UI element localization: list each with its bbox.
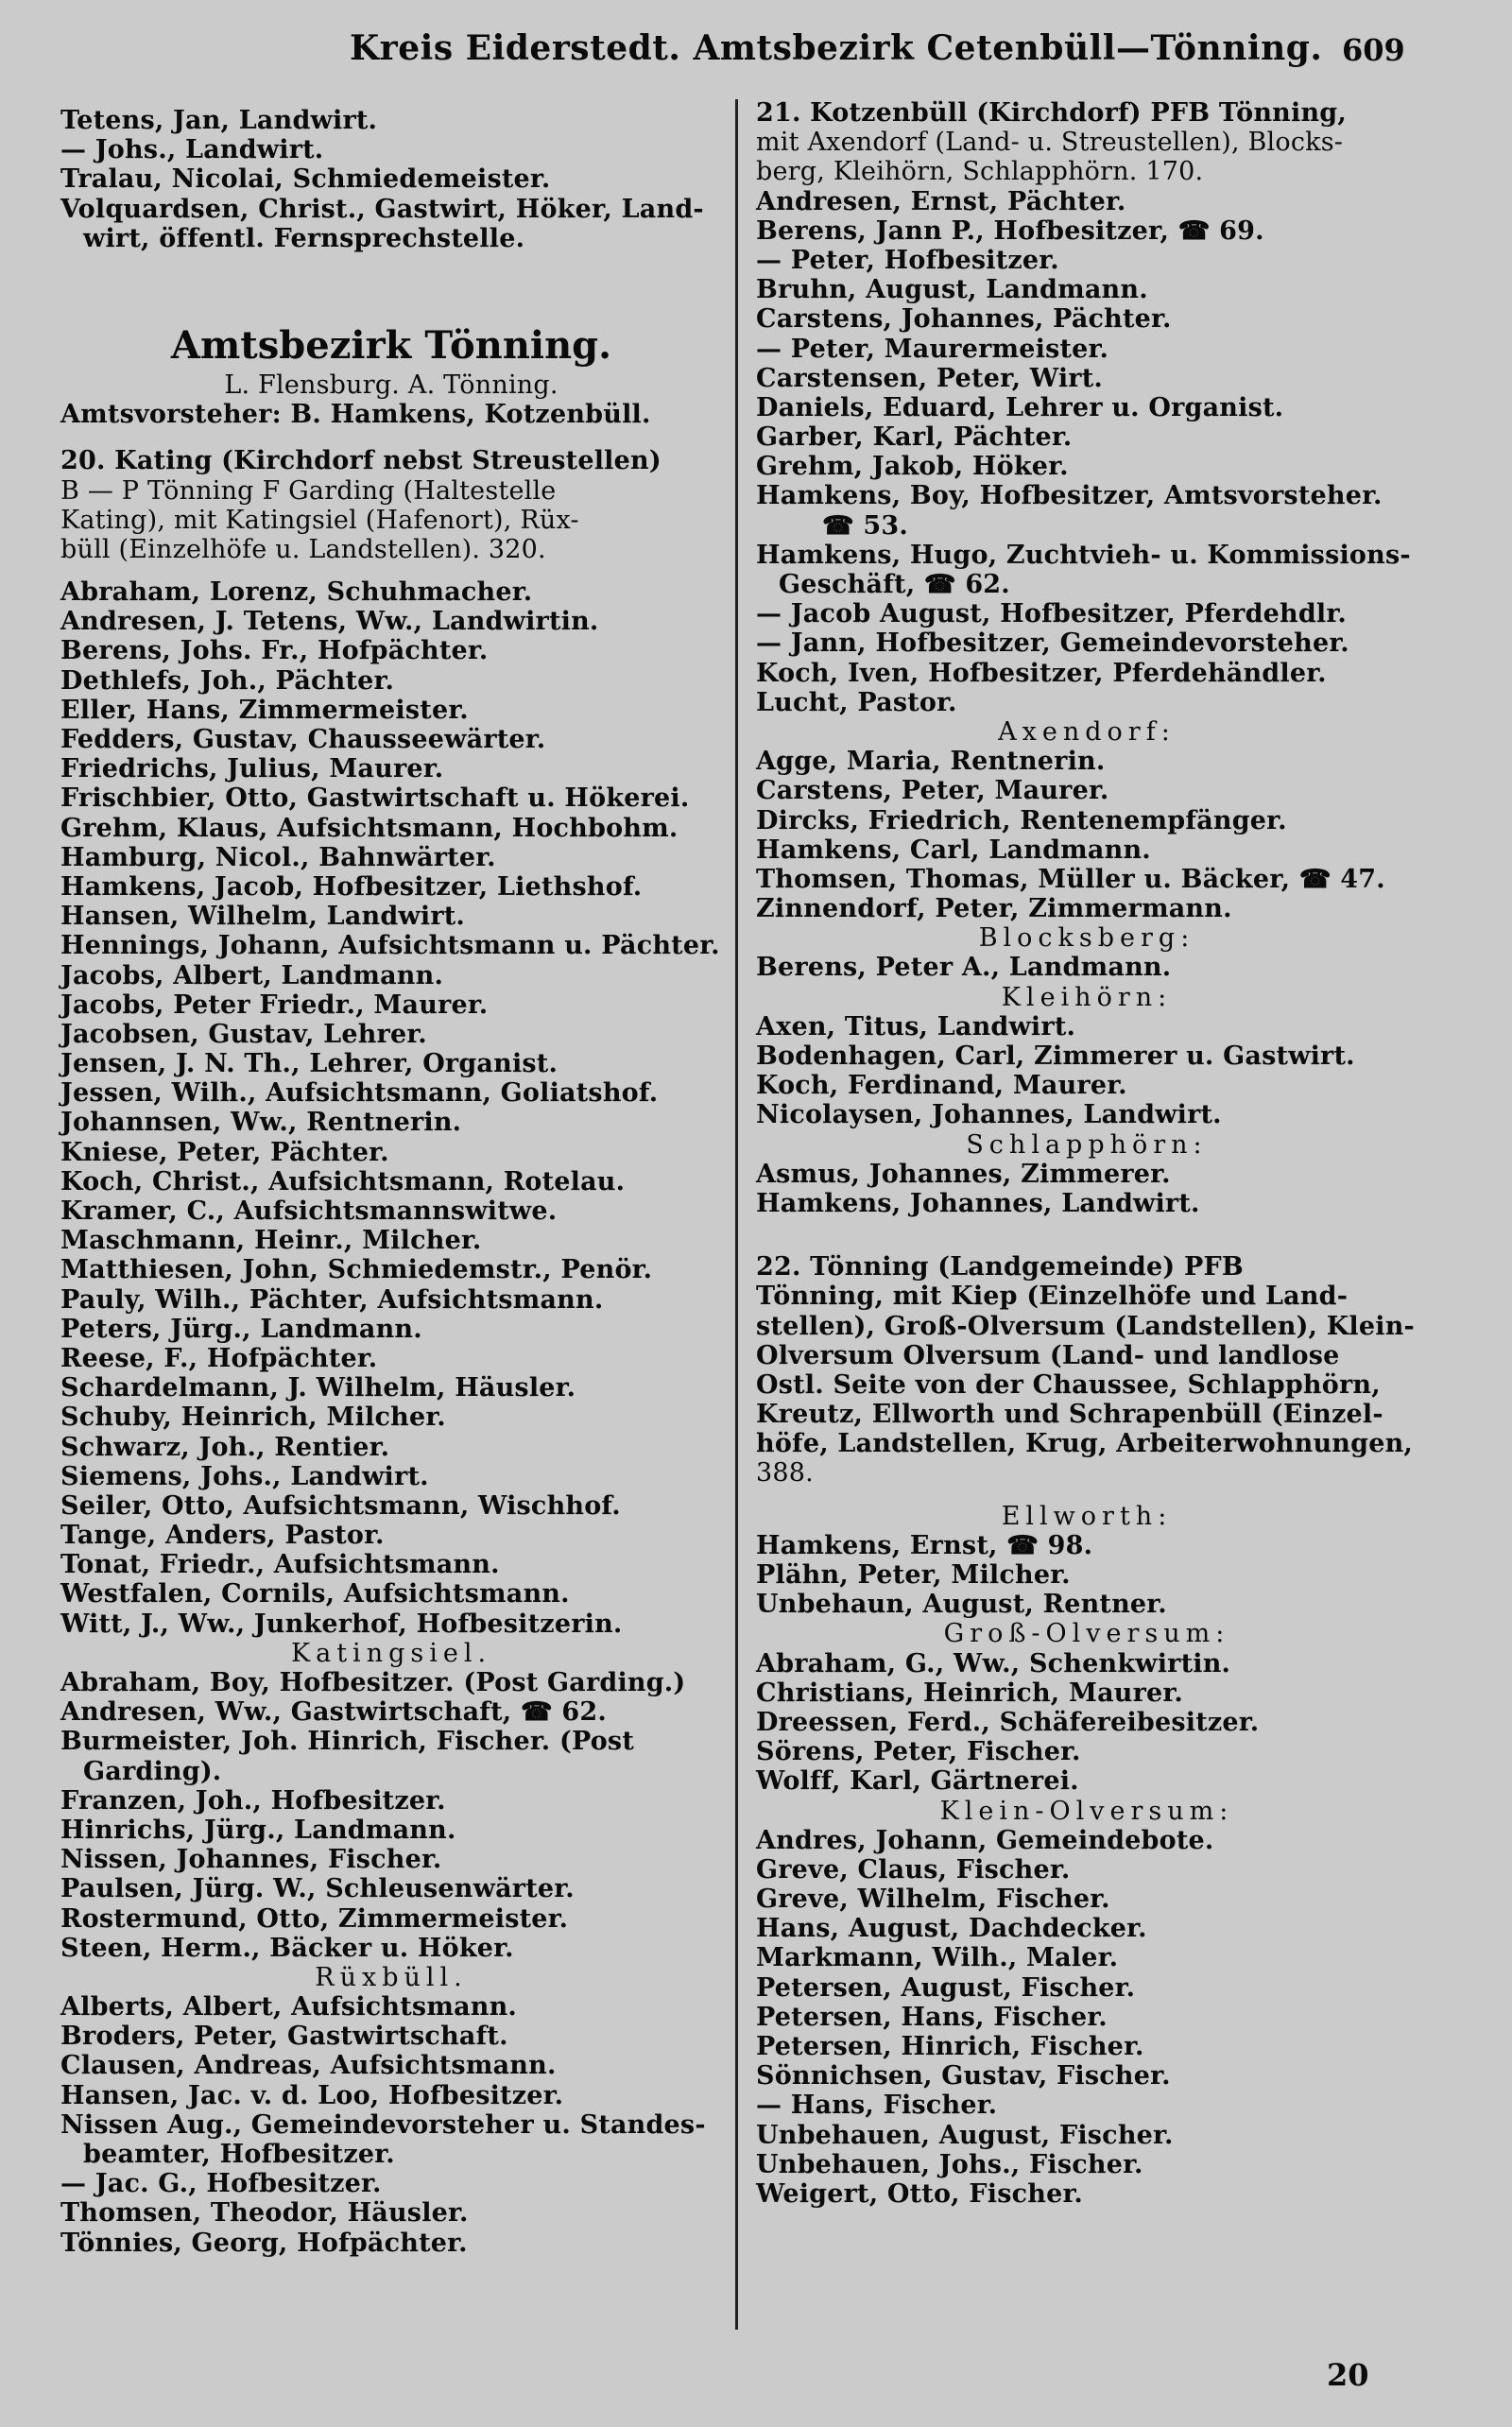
list-item: — Jac. G., Hofbesitzer.	[60, 2169, 382, 2199]
municipality-line: Ostl. Seite von der Chaussee, Schlapphörn,	[756, 1369, 1381, 1400]
list-item: Sörens, Peter, Fischer.	[756, 1737, 1081, 1767]
list-item: Tönnies, Georg, Hofpächter.	[60, 2228, 468, 2258]
list-item: Grehm, Klaus, Aufsichtsmann, Hochbohm.	[60, 813, 679, 843]
municipality-line: höfe, Landstellen, Krug, Arbeiterwohnungen,	[756, 1429, 1414, 1459]
list-item: Broders, Peter, Gastwirtschaft.	[60, 2022, 508, 2052]
gross-olversum-list	[756, 1649, 1418, 1797]
municipality-line: 21. Kotzenbüll (Kirchdorf) PFB Tönning,	[756, 98, 1347, 128]
list-item: Greve, Claus, Fischer.	[756, 1854, 1071, 1885]
list-item: Agge, Maria, Rentnerin.	[756, 747, 1106, 777]
list-item: Petersen, August, Fischer.	[756, 1972, 1136, 2003]
subsection-label-katingsiel: Katingsiel.	[290, 1638, 492, 1668]
list-item: Hamkens, Johannes, Landwirt.	[756, 1188, 1200, 1218]
signature-mark: 20	[1327, 2357, 1369, 2393]
list-item: Dircks, Friedrich, Rentenempfänger.	[756, 805, 1287, 835]
list-item: — Jann, Hofbesitzer, Gemeindevorsteher.	[756, 628, 1349, 659]
list-item: Peters, Jürg., Landmann.	[60, 1314, 422, 1344]
list-item: Nicolaysen, Johannes, Landwirt.	[756, 1100, 1222, 1130]
column-divider	[735, 99, 738, 2330]
list-item: Hamkens, Jacob, Hofbesitzer, Liethshof.	[60, 871, 643, 902]
list-item: Jacobs, Peter Friedr., Maurer.	[60, 990, 489, 1020]
municipality-line: 20. Kating (Kirchdorf nebst Streustellen)	[60, 446, 662, 476]
list-item: Kramer, C., Aufsichtsmannswitwe.	[60, 1196, 558, 1226]
list-item: Abraham, G., Ww., Schenkwirtin.	[756, 1648, 1231, 1678]
list-item: Dethlefs, Joh., Pächter.	[60, 665, 395, 696]
list-item: Christians, Heinrich, Maurer.	[756, 1678, 1183, 1708]
spacer	[756, 1489, 1418, 1502]
top-entries	[60, 106, 722, 253]
klein-olversum-list	[756, 1826, 1418, 2209]
list-item: Matthiesen, John, Schmiedemstr., Penör.	[60, 1255, 653, 1285]
list-item: Petersen, Hans, Fischer.	[756, 2002, 1108, 2032]
list-item: Koch, Ferdinand, Maurer.	[756, 1071, 1127, 1101]
list-item: Weigert, Otto, Fischer.	[756, 2178, 1084, 2209]
list-item: Abraham, Boy, Hofbesitzer. (Post Garding.)	[60, 1668, 686, 1697]
list-item: — Jacob August, Hofbesitzer, Pferdehdlr.	[756, 599, 1347, 629]
list-item: Siemens, Johs., Landwirt.	[60, 1461, 429, 1491]
list-item: Fedders, Gustav, Chausseewärter.	[60, 725, 546, 754]
list-item: Alberts, Albert, Aufsichtsmann.	[60, 1992, 518, 2022]
list-item: Hamkens, Ernst, ☎ 98.	[756, 1530, 1093, 1560]
entry-line: — Johs., Landwirt.	[60, 135, 324, 165]
amtsvorsteher-line: Amtsvorsteher: B. Hamkens, Kotzenbüll.	[60, 400, 651, 430]
list-item: Bodenhagen, Carl, Zimmerer u. Gastwirt.	[756, 1041, 1355, 1071]
list-item: Axen, Titus, Landwirt.	[756, 1011, 1076, 1041]
list-item: Andresen, Ww., Gastwirtschaft, ☎ 62.	[60, 1697, 607, 1728]
list-item: Jensen, J. N. Th., Lehrer, Organist.	[60, 1049, 558, 1079]
list-item: Koch, Christ., Aufsichtsmann, Rotelau.	[60, 1166, 626, 1196]
subsection-label-ruexbuell: Rüxbüll.	[315, 1962, 468, 1992]
katingsiel-list	[60, 1668, 722, 1963]
municipality-line: büll (Einzelhöfe u. Landstellen). 320.	[60, 534, 546, 564]
list-item: Garding).	[83, 1756, 222, 1786]
subsection-label-klein-olversum: Klein-Olversum:	[939, 1796, 1234, 1826]
municipality-line: stellen), Groß-Olversum (Landstellen), Klein-	[756, 1311, 1415, 1341]
list-item: Hinrichs, Jürg., Landmann.	[60, 1815, 456, 1845]
list-item: Johannsen, Ww., Rentnerin.	[60, 1108, 462, 1138]
list-item: Berens, Jann P., Hofbesitzer, ☎ 69.	[756, 215, 1264, 246]
list-item: Franzen, Joh., Hofbesitzer.	[60, 1785, 446, 1816]
list-item: Thomsen, Theodor, Häusler.	[60, 2198, 469, 2229]
list-item: Dreessen, Ferd., Schäfereibesitzer.	[756, 1707, 1260, 1737]
list-item: beamter, Hofbesitzer.	[83, 2140, 395, 2169]
section-subtitle: L. Flensburg. A. Tönning.	[224, 370, 558, 400]
list-item: Frischbier, Otto, Gastwirtschaft u. Hökerei.	[60, 783, 690, 814]
kleihoern-list	[756, 1012, 1418, 1130]
list-item: Asmus, Johannes, Zimmerer.	[756, 1159, 1171, 1189]
municipality-line: mit Axendorf (Land- u. Streustellen), Blocks-	[756, 128, 1344, 158]
list-item: Kniese, Peter, Pächter.	[60, 1137, 389, 1167]
list-item: Andresen, J. Tetens, Ww., Landwirtin.	[60, 607, 599, 637]
municipality-line: 22. Tönning (Landgemeinde) PFB	[756, 1252, 1244, 1282]
list-item: Hamkens, Hugo, Zuchtvieh- u. Kommissions-	[756, 540, 1411, 570]
list-item: Tange, Anders, Pastor.	[60, 1521, 385, 1551]
list-item: Seiler, Otto, Aufsichtsmann, Wischhof.	[60, 1490, 621, 1521]
municipality-line: Olversum Olversum (Land- und landlose	[756, 1340, 1340, 1370]
list-item: Nissen, Johannes, Fischer.	[60, 1845, 442, 1875]
list-item: Carstens, Peter, Maurer.	[756, 776, 1109, 806]
list-item: Hans, August, Dachdecker.	[756, 1914, 1147, 1944]
list-item: — Peter, Hofbesitzer.	[756, 245, 1059, 275]
list-item: Berens, Peter A., Landmann.	[756, 953, 1172, 983]
right-column	[756, 98, 1418, 2209]
subsection-label-blocksberg: Blocksberg:	[978, 923, 1195, 954]
blocksberg-list	[756, 953, 1418, 982]
list-item: Daniels, Eduard, Lehrer u. Organist.	[756, 392, 1284, 422]
municipality-20-description	[60, 446, 722, 564]
list-item: Hamkens, Boy, Hofbesitzer, Amtsvorsteher.	[756, 481, 1383, 511]
list-item: Carstensen, Peter, Wirt.	[756, 363, 1103, 393]
list-item: ☎ 53.	[822, 510, 909, 541]
running-title: Kreis Eiderstedt. Amtsbezirk Cetenbüll—Tönning.	[350, 28, 1323, 68]
list-item: Schardelmann, J. Wilhelm, Häusler.	[60, 1373, 576, 1403]
list-item: Zinnendorf, Peter, Zimmermann.	[756, 894, 1232, 924]
spacer	[756, 1218, 1418, 1252]
list-item: Rostermund, Otto, Zimmermeister.	[60, 1903, 569, 1934]
list-item: Unbehaun, August, Rentner.	[756, 1590, 1167, 1620]
list-item: Reese, F., Hofpächter.	[60, 1343, 378, 1373]
kating-list	[60, 577, 722, 1639]
list-item: Hamkens, Carl, Landmann.	[756, 835, 1151, 865]
list-item: Abraham, Lorenz, Schuhmacher.	[60, 577, 533, 608]
municipality-line: Tönning, mit Kiep (Einzelhöfe und Land-	[756, 1282, 1349, 1312]
list-item: Carstens, Johannes, Pächter.	[756, 304, 1172, 335]
subsection-label-kleihoern: Kleihörn:	[1001, 982, 1173, 1012]
list-item: Garber, Karl, Pächter.	[756, 422, 1073, 453]
list-item: Maschmann, Heinr., Milcher.	[60, 1226, 482, 1256]
left-column	[60, 106, 722, 2258]
municipality-22-description	[756, 1252, 1418, 1489]
list-item: Unbehauen, Johs., Fischer.	[756, 2149, 1143, 2179]
list-item: Westfalen, Cornils, Aufsichtsmann.	[60, 1579, 570, 1609]
list-item: Lucht, Pastor.	[756, 687, 957, 717]
entry-line: Tralau, Nicolai, Schmiedemeister.	[60, 164, 551, 195]
subsection-label-schlapphoern: Schlapphörn:	[966, 1129, 1208, 1160]
list-item: Clausen, Andreas, Aufsichtsmann.	[60, 2051, 557, 2081]
list-item: Thomsen, Thomas, Müller u. Bäcker, ☎ 47.	[756, 864, 1385, 894]
list-item: Berens, Johs. Fr., Hofpächter.	[60, 636, 489, 666]
spacer	[60, 564, 722, 577]
list-item: Hamburg, Nicol., Bahnwärter.	[60, 842, 496, 872]
list-item: Jacobsen, Gustav, Lehrer.	[60, 1019, 427, 1049]
list-item: Hansen, Jac. v. d. Loo, Hofbesitzer.	[60, 2080, 564, 2110]
axendorf-list	[756, 747, 1418, 923]
list-item: Andres, Johann, Gemeindebote.	[756, 1825, 1214, 1855]
list-item: Andresen, Ernst, Pächter.	[756, 186, 1126, 216]
list-item: Schwarz, Joh., Rentier.	[60, 1432, 390, 1462]
municipality-line: Kating), mit Katingsiel (Hafenort), Rüx-	[60, 505, 579, 535]
municipality-line: berg, Kleihörn, Schlapphörn. 170.	[756, 157, 1204, 187]
list-item: Pauly, Wilh., Pächter, Aufsichtsmann.	[60, 1284, 604, 1315]
page-header	[0, 28, 1512, 85]
list-item: Jessen, Wilh., Aufsichtsmann, Goliatshof.	[60, 1078, 659, 1109]
entry-line: wirt, öffentl. Fernsprechstelle.	[83, 223, 525, 253]
ruexbuell-list	[60, 1992, 722, 2258]
page-number: 609	[1342, 32, 1405, 68]
subsection-label-ellworth: Ellworth:	[1001, 1501, 1173, 1531]
list-item: Bruhn, August, Landmann.	[756, 275, 1148, 305]
subsection-label-gross-olversum: Groß-Olversum:	[943, 1619, 1230, 1649]
list-item: Markmann, Wilh., Maler.	[756, 1943, 1119, 1973]
municipality-line: 388.	[756, 1458, 814, 1489]
entry-line: Tetens, Jan, Landwirt.	[60, 106, 378, 135]
section-title: Amtsbezirk Tönning.	[170, 322, 612, 368]
ellworth-list	[756, 1531, 1418, 1620]
list-item: Nissen Aug., Gemeindevorsteher u. Standes-	[60, 2109, 706, 2140]
municipality-line: Kreutz, Ellworth und Schrapenbüll (Einzel-	[756, 1400, 1383, 1430]
list-item: Friedrichs, Julius, Maurer.	[60, 754, 444, 784]
list-item: Grehm, Jakob, Höker.	[756, 452, 1069, 482]
list-item: — Peter, Maurermeister.	[756, 334, 1109, 364]
list-item: Hennings, Johann, Aufsichtsmann u. Pächter.	[60, 931, 720, 961]
list-item: Sönnichsen, Gustav, Fischer.	[756, 2061, 1171, 2091]
subsection-label-axendorf: Axendorf:	[998, 716, 1176, 747]
list-item: Unbehauen, August, Fischer.	[756, 2120, 1174, 2150]
schlapphoern-list	[756, 1160, 1418, 1218]
list-item: Schuby, Heinrich, Milcher.	[60, 1403, 446, 1433]
list-item: Wolff, Karl, Gärtnerei.	[756, 1766, 1079, 1797]
municipality-line: B — P Tönning F Garding (Haltestelle	[60, 475, 557, 506]
list-item: Hansen, Wilhelm, Landwirt.	[60, 902, 466, 932]
entry-line: Volquardsen, Christ., Gastwirt, Höker, Land-	[60, 194, 704, 224]
list-item: Plähn, Peter, Milcher.	[756, 1560, 1071, 1590]
list-item: Eller, Hans, Zimmermeister.	[60, 695, 469, 725]
kotzenbuell-list	[756, 187, 1418, 717]
list-item: Burmeister, Joh. Hinrich, Fischer. (Post	[60, 1727, 635, 1757]
list-item: Steen, Herm., Bäcker u. Höker.	[60, 1933, 514, 1963]
list-item: Koch, Iven, Hofbesitzer, Pferdehändler.	[756, 658, 1327, 688]
list-item: Geschäft, ☎ 62.	[779, 570, 1010, 599]
list-item: Greve, Wilhelm, Fischer.	[756, 1885, 1110, 1915]
municipality-21-description	[756, 98, 1418, 187]
list-item: Witt, J., Ww., Junkerhof, Hofbesitzerin.	[60, 1609, 623, 1639]
list-item: Petersen, Hinrich, Fischer.	[756, 2032, 1144, 2061]
list-item: Jacobs, Albert, Landmann.	[60, 960, 444, 990]
list-item: Paulsen, Jürg. W., Schleusenwärter.	[60, 1874, 575, 1904]
list-item: — Hans, Fischer.	[756, 2091, 998, 2121]
list-item: Tonat, Friedr., Aufsichtsmann.	[60, 1550, 500, 1580]
